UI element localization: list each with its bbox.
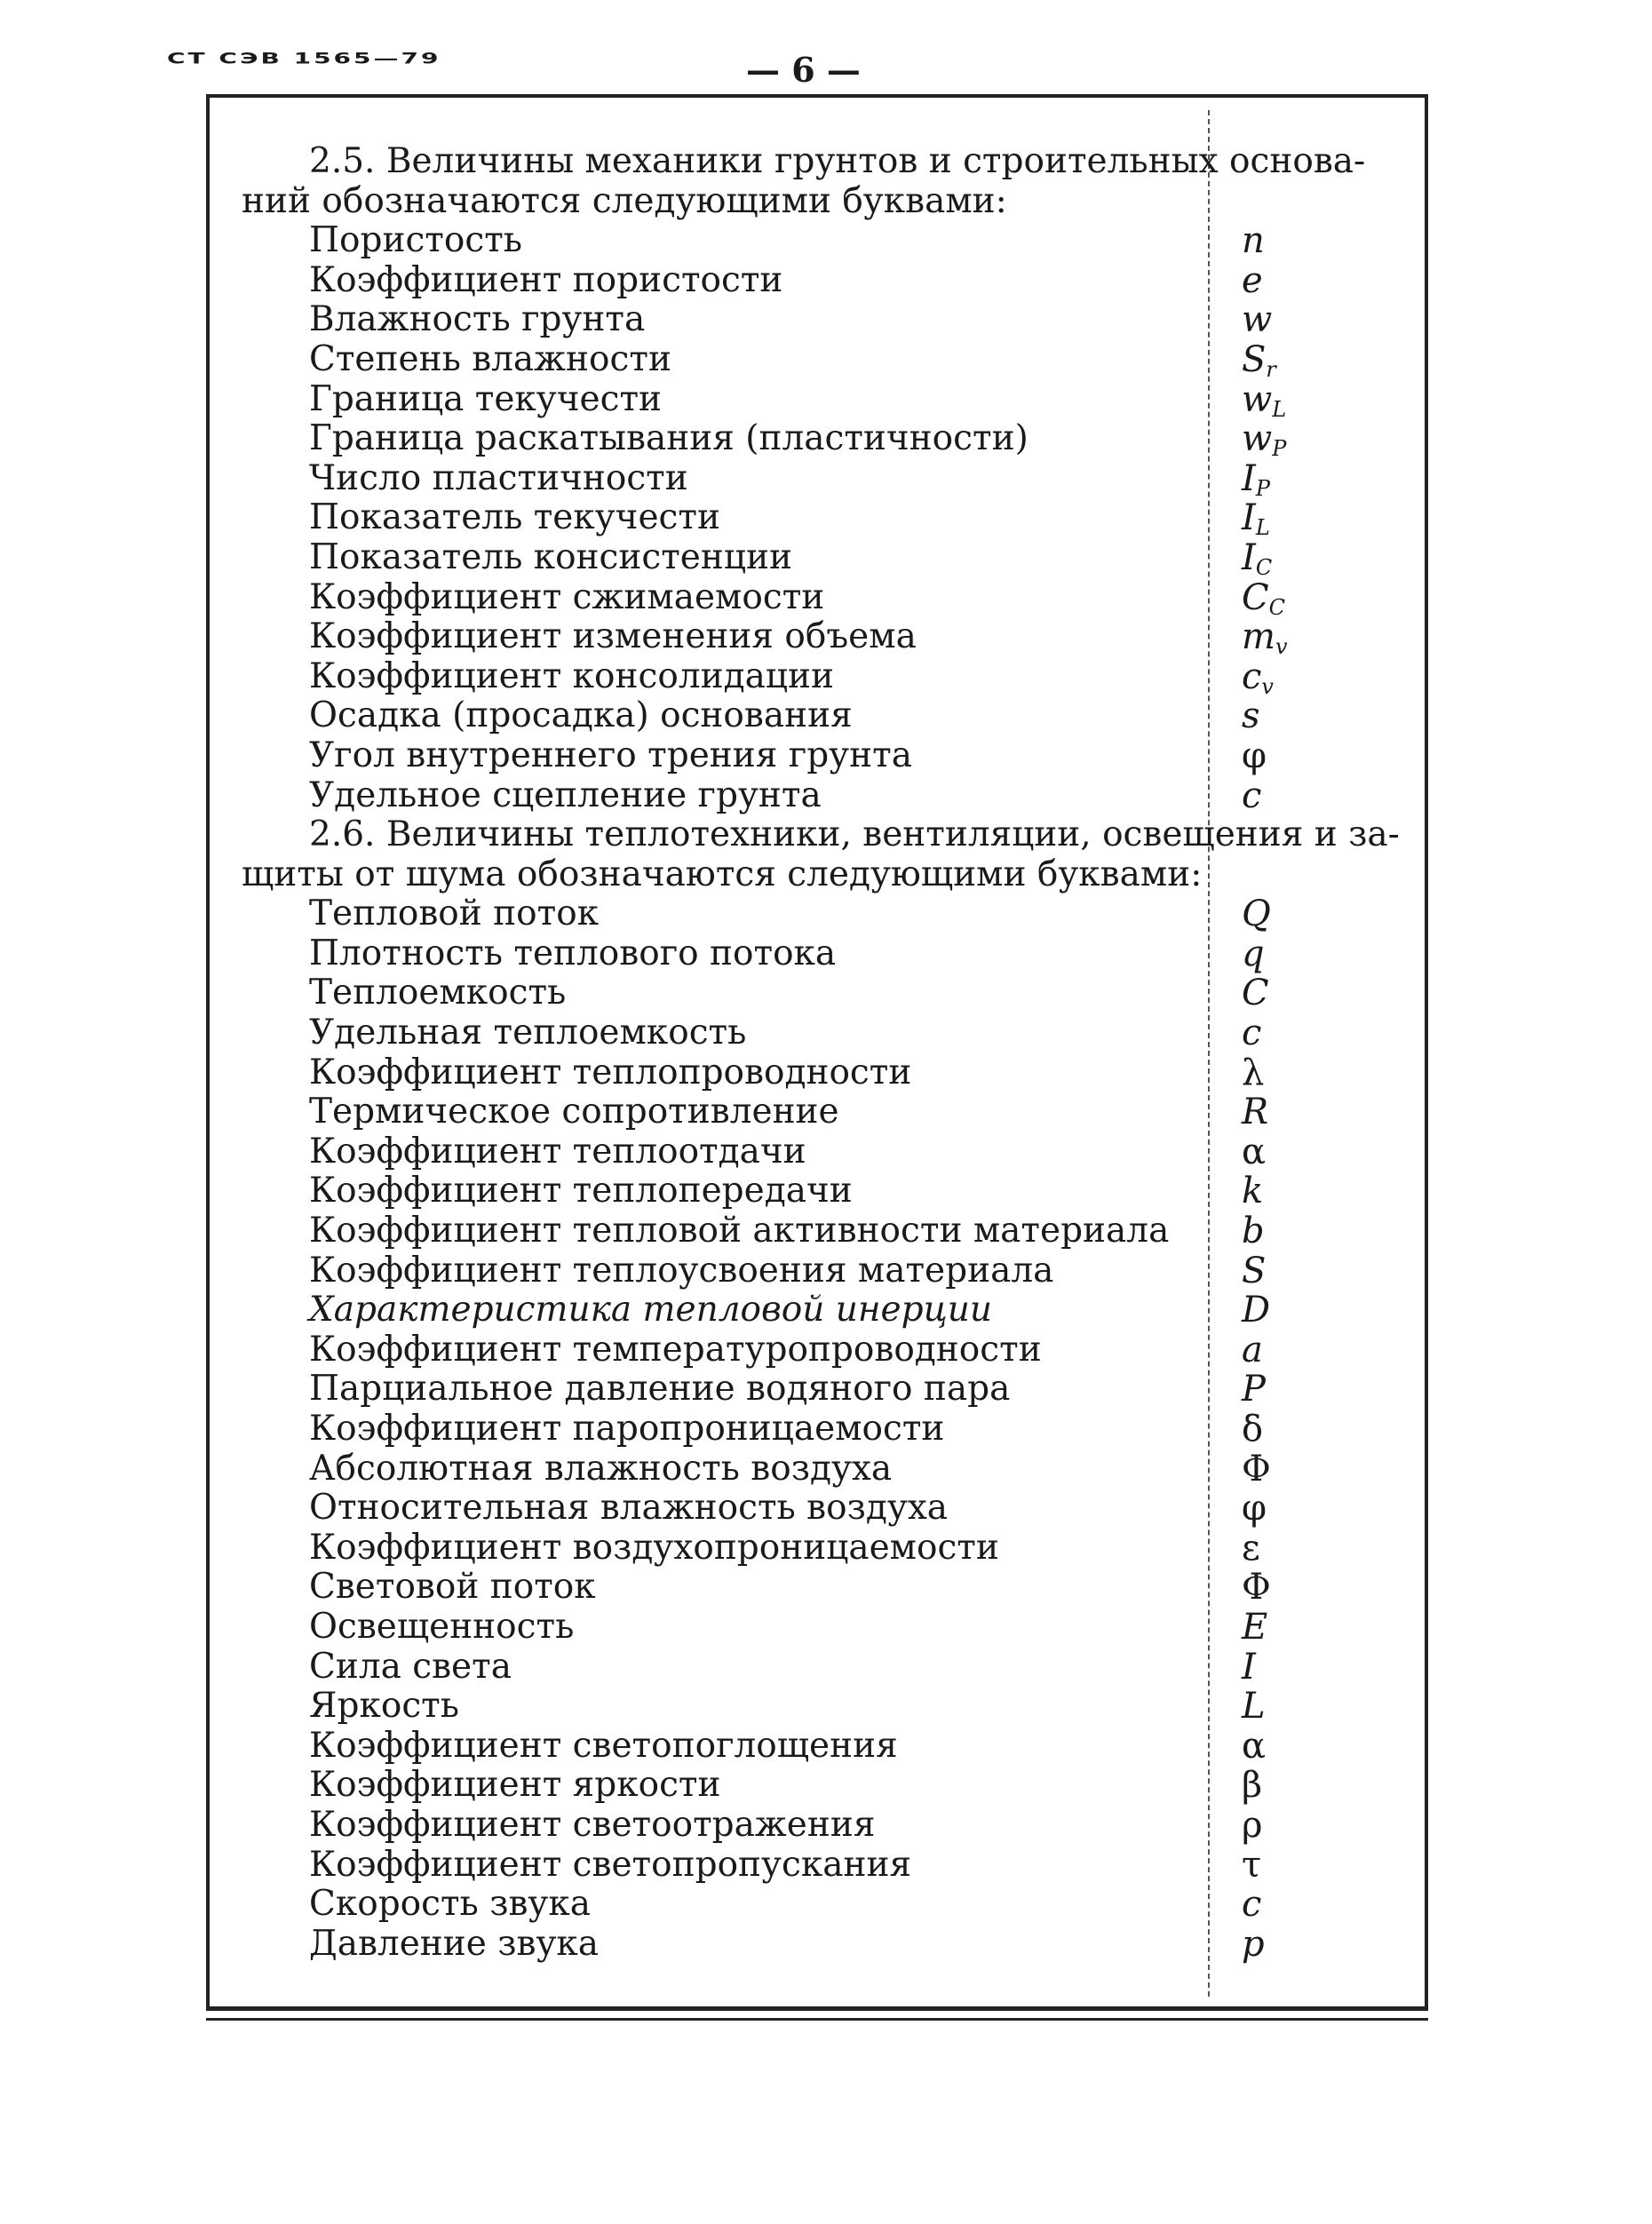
quantity-row <box>242 736 1396 776</box>
quantity-name: Сила света <box>309 1646 512 1687</box>
quantity-symbol <box>1242 578 1285 618</box>
quantity-name: Коэффициент консолидации <box>309 655 834 696</box>
quantity-row <box>242 657 1396 697</box>
symbol-letter: I <box>1242 1646 1256 1688</box>
quantity-symbol <box>1242 1132 1266 1172</box>
quantity-row <box>242 934 1396 974</box>
quantity-row <box>242 497 1396 541</box>
symbol-letter: b <box>1242 1211 1265 1252</box>
quantity-name: Удельное сцепление грунта <box>309 774 822 815</box>
quantity-name: Влажность грунта <box>309 299 646 340</box>
quantity-symbol <box>1242 973 1269 1013</box>
symbol-letter: P <box>1242 1369 1266 1410</box>
quantity-name: Степень влажности <box>309 338 671 379</box>
quantity-name: Характеристика тепловой инерции <box>309 1290 993 1330</box>
quantity-name: Граница текучести <box>309 378 663 419</box>
symbol-letter: δ <box>1242 1409 1264 1450</box>
symbol-letter: ρ <box>1242 1804 1263 1846</box>
quantity-symbol <box>1242 1727 1266 1767</box>
symbol-subscript: P <box>1272 436 1287 462</box>
quantity-row <box>242 221 1396 261</box>
quantity-symbol <box>1242 300 1272 340</box>
quantity-name: Коэффициент температуропроводности <box>309 1329 1042 1370</box>
quantity-row <box>242 1053 1396 1093</box>
symbol-letter: q <box>1242 933 1265 974</box>
quantity-symbol <box>1242 1251 1266 1291</box>
quantity-name: Парциальное давление водяного пара <box>309 1369 1011 1410</box>
quantity-row <box>242 1648 1396 1688</box>
quantity-symbol <box>1242 1648 1256 1688</box>
quantity-row <box>242 1529 1396 1569</box>
symbol-subscript: C <box>1268 594 1285 620</box>
symbol-letter: w <box>1242 299 1273 341</box>
quantity-row <box>242 696 1396 736</box>
quantity-symbol <box>1242 1172 1263 1211</box>
symbol-subscript: L <box>1272 396 1287 422</box>
quantity-row <box>242 538 1396 578</box>
quantity-row <box>242 1092 1396 1132</box>
quantity-row <box>242 1806 1396 1846</box>
quantity-row <box>242 894 1396 934</box>
quantity-row <box>242 1489 1396 1529</box>
section-2-6 <box>242 814 1400 1965</box>
quantity-symbol <box>1242 1489 1267 1529</box>
quantity-name: Коэффициент тепловой активности материала <box>309 1211 1170 1251</box>
symbol-subscript: v <box>1261 673 1274 699</box>
quantity-name: Пористость <box>309 220 522 261</box>
symbol-letter: w <box>1242 418 1273 460</box>
symbol-subscript: C <box>1255 554 1273 580</box>
symbol-letter: φ <box>1242 735 1267 776</box>
quantity-symbol <box>1242 538 1272 578</box>
symbol-letter: β <box>1242 1765 1263 1807</box>
quantity-row <box>242 1211 1396 1251</box>
quantity-symbol <box>1242 1608 1267 1648</box>
quantity-row <box>242 1410 1396 1450</box>
quantity-name: Освещенность <box>309 1606 575 1647</box>
quantity-name: Коэффициент изменения объема <box>309 616 917 657</box>
symbol-letter: α <box>1242 1131 1267 1172</box>
symbol-letter: Φ <box>1242 1448 1271 1489</box>
symbol-letter: I <box>1242 457 1256 499</box>
quantity-row <box>242 1132 1396 1172</box>
quantity-name: Удельная теплоемкость <box>309 1013 747 1053</box>
symbol-letter: E <box>1242 1606 1268 1648</box>
symbol-subscript: r <box>1266 356 1276 382</box>
quantity-name: Абсолютная влажность воздуха <box>309 1448 893 1489</box>
quantity-name: Коэффициент сжимаемости <box>309 576 825 617</box>
quantity-row <box>242 616 1396 660</box>
quantity-name: Граница раскатывания (пластичности) <box>309 418 1029 459</box>
quantity-symbol <box>1242 1846 1261 1886</box>
document-code: СТ СЭВ 1565—79 <box>167 50 441 68</box>
symbol-letter: p <box>1242 1923 1265 1965</box>
quantity-name: Показатель текучести <box>309 497 720 538</box>
quantity-name: Коэффициент светопоглощения <box>309 1725 898 1766</box>
quantity-row <box>242 1846 1396 1886</box>
quantity-name: Теплоемкость <box>309 973 567 1013</box>
symbol-letter: Q <box>1242 894 1271 935</box>
quantity-row <box>242 1251 1396 1291</box>
quantity-symbol <box>1242 1687 1266 1727</box>
quantity-symbol <box>1242 459 1270 499</box>
symbol-letter: c <box>1242 1884 1262 1926</box>
symbol-letter: τ <box>1242 1844 1262 1886</box>
quantity-symbol <box>1242 1291 1270 1330</box>
symbol-subscript: v <box>1275 634 1288 660</box>
quantity-symbol <box>1242 261 1263 301</box>
quantity-symbol <box>1242 1806 1263 1846</box>
symbol-letter: a <box>1242 1329 1263 1370</box>
quantity-row <box>242 1370 1396 1410</box>
quantity-symbol <box>1242 1885 1261 1925</box>
quantity-name: Коэффициент теплопередачи <box>309 1171 853 1211</box>
symbol-letter: k <box>1242 1171 1264 1212</box>
symbol-letter: n <box>1242 220 1265 262</box>
frame-bottom-rule <box>206 2018 1428 2021</box>
quantity-row <box>242 418 1396 462</box>
quantity-row <box>242 1766 1396 1806</box>
quantity-name: Термическое сопротивление <box>309 1092 839 1132</box>
quantity-name: Показатель консистенции <box>309 536 792 577</box>
quantity-row <box>242 1925 1396 1965</box>
quantity-symbol <box>1242 657 1274 697</box>
quantity-row <box>242 1291 1396 1330</box>
quantity-name: Давление звука <box>309 1923 600 1964</box>
quantity-symbol <box>1242 616 1288 660</box>
symbol-letter: s <box>1242 695 1260 737</box>
symbol-letter: I <box>1242 536 1256 578</box>
quantity-symbol <box>1242 696 1260 736</box>
quantity-name: Угол внутреннего трения грунта <box>309 735 912 775</box>
symbol-letter: ε <box>1242 1527 1260 1569</box>
symbol-letter: R <box>1242 1092 1269 1133</box>
symbol-letter: e <box>1242 259 1263 301</box>
quantity-symbol <box>1242 1568 1271 1608</box>
quantity-symbol <box>1242 934 1265 974</box>
quantity-name: Коэффициент теплоусвоения материала <box>309 1250 1054 1291</box>
quantity-row <box>242 973 1396 1013</box>
quantity-list <box>242 221 1396 815</box>
quantity-row <box>242 261 1396 301</box>
quantity-name: Коэффициент светоотражения <box>309 1804 876 1845</box>
section-intro-line-1: 2.5. Величины механики грунтов и строительных основа- <box>309 141 1366 181</box>
symbol-letter: S <box>1242 338 1267 380</box>
quantity-symbol <box>1242 497 1270 541</box>
page-number: — 6 — <box>746 50 861 90</box>
quantity-name: Тепловой поток <box>309 894 600 934</box>
symbol-letter: w <box>1242 378 1273 420</box>
symbol-subscript: L <box>1255 515 1270 541</box>
symbol-letter: m <box>1242 616 1275 658</box>
quantity-symbol <box>1242 736 1267 776</box>
quantity-name: Коэффициент паропроницаемости <box>309 1409 945 1449</box>
section-intro-line-1: 2.6. Величины теплотехники, вентиляции, освещения и за- <box>309 814 1400 855</box>
symbol-letter: S <box>1242 1250 1267 1291</box>
quantity-row <box>242 1568 1396 1608</box>
quantity-row <box>242 1172 1396 1211</box>
quantity-row <box>242 1450 1396 1489</box>
symbol-letter: D <box>1242 1290 1271 1331</box>
quantity-symbol <box>1242 1766 1262 1806</box>
symbol-letter: φ <box>1242 1488 1267 1529</box>
quantity-name: Плотность теплового потока <box>309 933 837 973</box>
quantity-row <box>242 1687 1396 1727</box>
symbol-letter: c <box>1242 774 1262 816</box>
quantity-name: Скорость звука <box>309 1884 591 1925</box>
quantity-row <box>242 1885 1396 1925</box>
quantity-name: Коэффициент яркости <box>309 1765 721 1806</box>
quantity-list <box>242 894 1396 1964</box>
quantity-name: Осадка (просадка) основания <box>309 695 853 736</box>
quantity-symbol <box>1242 1410 1263 1450</box>
quantity-symbol <box>1242 380 1286 420</box>
quantity-symbol <box>1242 1013 1261 1053</box>
quantity-row <box>242 1013 1396 1053</box>
quantity-name: Коэффициент теплоотдачи <box>309 1131 806 1172</box>
quantity-row <box>242 1608 1396 1648</box>
symbol-letter: C <box>1242 973 1269 1014</box>
symbol-letter: L <box>1242 1686 1266 1728</box>
quantity-symbol <box>1242 1370 1266 1410</box>
symbol-letter: λ <box>1242 1052 1265 1093</box>
symbol-subscript: P <box>1255 475 1270 501</box>
quantity-symbol <box>1242 894 1271 934</box>
section-2-5 <box>242 142 1396 815</box>
symbol-letter: I <box>1242 497 1256 539</box>
quantity-row <box>242 380 1396 420</box>
quantity-symbol <box>1242 1925 1265 1965</box>
quantity-name: Коэффициент воздухопроницаемости <box>309 1527 999 1568</box>
quantity-symbol <box>1242 1330 1263 1370</box>
quantity-symbol <box>1242 1092 1268 1132</box>
section-intro-line-2: щиты от шума обозначаются следующими буквами: <box>242 854 1203 894</box>
quantity-symbol <box>1242 1053 1264 1093</box>
quantity-name: Число пластичности <box>309 457 688 498</box>
quantity-row <box>242 459 1396 499</box>
quantity-name: Коэффициент пористости <box>309 259 783 300</box>
quantity-row <box>242 578 1396 618</box>
quantity-row <box>242 1330 1396 1370</box>
quantity-row <box>242 776 1396 816</box>
quantity-name: Относительная влажность воздуха <box>309 1488 949 1529</box>
quantity-symbol <box>1242 221 1265 261</box>
symbol-letter: Φ <box>1242 1567 1271 1608</box>
section-intro-line-2: ний обозначаются следующими буквами: <box>242 180 1007 221</box>
quantity-symbol <box>1242 1211 1265 1251</box>
quantity-symbol <box>1242 340 1276 380</box>
quantity-row <box>242 1727 1396 1767</box>
quantity-row <box>242 340 1396 380</box>
quantity-symbol <box>1242 1450 1271 1489</box>
symbol-letter: c <box>1242 1013 1262 1054</box>
quantity-name: Коэффициент теплопроводности <box>309 1052 912 1092</box>
symbol-letter: C <box>1242 576 1269 618</box>
quantity-name: Коэффициент светопропускания <box>309 1844 912 1885</box>
quantity-name: Световой поток <box>309 1567 596 1608</box>
quantity-row <box>242 300 1396 340</box>
symbol-letter: c <box>1242 655 1262 697</box>
symbol-letter: α <box>1242 1725 1267 1767</box>
quantity-symbol <box>1242 418 1287 462</box>
quantity-symbol <box>1242 776 1261 816</box>
document-body <box>242 141 1400 1965</box>
quantity-name: Яркость <box>309 1686 459 1727</box>
quantity-symbol <box>1242 1529 1260 1569</box>
